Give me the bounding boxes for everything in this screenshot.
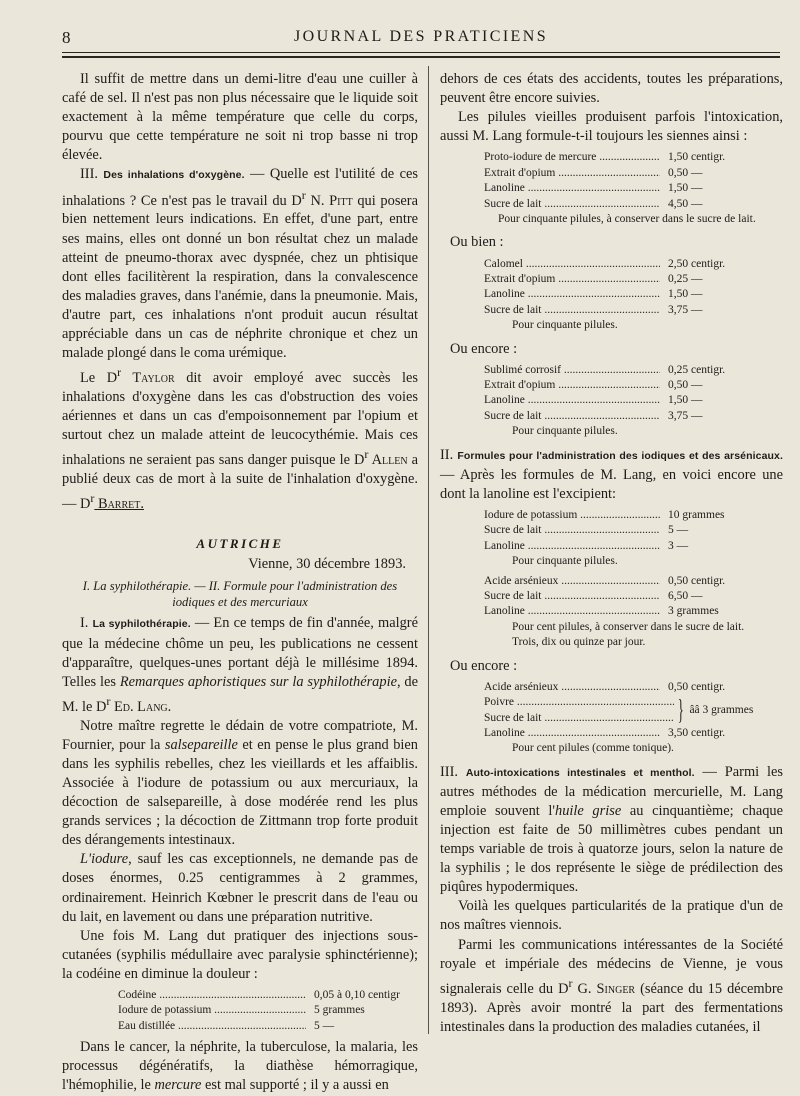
formula-row: Lanoline ..... 3 — — [484, 539, 783, 554]
formula-note: Trois, dix ou quinze par jour. — [512, 636, 646, 649]
dateline: Vienne, 30 décembre 1893. — [248, 556, 406, 573]
subheading-auto-intoxications: Auto-intoxications intestinales et menthol. — [465, 766, 695, 779]
formula-row: Calomel ..... 2,50 centigr. — [484, 257, 783, 272]
paragraph-iodiques-arsenicaux: II. Formules pour l'administration des iodiques et des arsénicaux. — Après les formules de M. Lang, en voici encore une dont la lanoline est l'excipient: — [440, 446, 783, 502]
formula-note: Pour cinquante pilules. — [512, 319, 618, 332]
formula-arsenieux-poivre — [440, 680, 783, 757]
paragraph-intro: Il suffit de mettre dans un demi-litre d'eau une cuiller à café de sel. Il n'est pas non plus nécessaire que le liquide soit exactement à la même température que celle du corps, pourvu que cette température ne soit ni trop basse ni trop élevée. — [62, 71, 418, 164]
paragraph-cancer: Dans le cancer, la néphrite, la tuberculose, la malaria, les processus dégénératifs, la diathèse hémorragique, l'hémophilie, le mercure est mal supporté ; il y a aussi en — [62, 1039, 418, 1094]
formula-row: Sucre de lait ..... 6,50 — — [484, 589, 783, 604]
formula-row: Proto-iodure de mercure ..... 1,50 centigr. — [484, 150, 783, 165]
paragraph-iodure: L'iodure, sauf les cas exceptionnels, ne demande pas de doses énormes, 0.25 centigrammes à 2 grammes, ordinairement. Heinrich Kœbner le prescrit dans de l'eau ou du lait, en lavement ou dans une préparation nutritive. — [62, 851, 418, 925]
formula-row: Sucre de lait ..... 5 — — [484, 523, 783, 538]
ou-encore: Ou encore : — [450, 657, 518, 674]
formula-row: Sublimé corrosif ..... 0,25 centigr. — [484, 363, 783, 378]
section-summary: I. La syphilothérapie. — II. Formule pour l'administration des iodiques et des mercuriaux — [82, 579, 398, 610]
paragraph-continuation: dehors de ces états des accidents, toutes les préparations, peuvent être encore suivies. — [440, 71, 783, 107]
section-country: AUTRICHE — [196, 536, 284, 552]
paragraph-taylor: Le $D^r$ Taylor dit avoir employé avec succès les inhalations d'oxygène dans les cas d'obstruction des voies aériennes et dans un cas d'empoisonnement par l'opium et surtout chez un malade atteint de leucocythémie. Mais ces inhalations ne seraient pas sans danger puisque le $D^r$ Allen a publié deux cas de mort à la suite de l'inhalation d'oxygène. — $D^r$ Barret. — [62, 365, 418, 513]
column-divider — [428, 66, 429, 1034]
formula-row: Iodure de potassium ..... 10 grammes — [484, 508, 783, 523]
paragraph-societe: Parmi les communications intéressantes de la Société royale et impériale des médecins de Vienne, je vous signalerais celle du $D^r$ G. Singer (séance du 15 décembre 1893). Après avoir montré la part des fermentations intestinales dans la production des maladies cutanées, il — [440, 936, 784, 1035]
formula-row: Codéine ..... 0,05 à 0,10 centigr — [118, 988, 418, 1003]
formula-row: Acide arsénieux ..... 0,50 centigr. — [484, 680, 783, 695]
formula-brace-qty: ââ 3 grammes — [689, 703, 754, 716]
journal-title: JOURNAL DES PRATICIENS — [293, 28, 548, 45]
ou-bien: Ou bien : — [450, 234, 504, 251]
formula-row: Lanoline ..... 1,50 — — [484, 393, 783, 408]
paragraph-voila: Voilà les quelques particularités de la pratique d'un de nos maîtres viennois. — [440, 898, 783, 934]
formula-note: Pour cinquante pilules. — [512, 425, 618, 438]
formula-brace-group — [484, 695, 783, 726]
subheading-inhalations: Des inhalations d'oxygène. — [103, 169, 245, 182]
formula-row: Eau distillée ..... 5 — — [118, 1019, 418, 1034]
header-rule-thick — [62, 56, 780, 58]
formula-row: Sucre de lait ..... — [484, 711, 674, 726]
right-column — [440, 70, 783, 1037]
paragraph-syphilotherapie: I. La syphilothérapie. — En ce temps de fin d'année, malgré que la médecine chôme un peu, les publications ne cessent d'apparaître, quelques-unes portant déjà le millésime 1894. Telles les Remarques aphoristiques sur la syphilothérapie, de M. le $D^r$ Ed. Lang. — [62, 615, 419, 715]
formula-note: Pour cent pilules, à conserver dans le sucre de lait. — [512, 620, 745, 633]
formula-sublime — [440, 363, 783, 440]
formula-row: Sucre de lait ..... 4,50 — — [484, 197, 783, 212]
curly-brace-icon: } — [677, 694, 684, 726]
formula-row: Poivre ..... — [484, 695, 674, 710]
subheading-iodiques: Formules pour l'administration des iodiques et des arsénicaux. — [457, 449, 783, 462]
paragraph-injections: Une fois M. Lang dut pratiquer des injections sous-cutanées (syphilis médullaire avec paralysie sphinctérienne); la codéine en diminue la douleur : — [62, 927, 418, 982]
formula-row: Extrait d'opium ..... 0,25 — — [484, 272, 783, 287]
paragraph-salsepareille: Notre maître regrette le dédain de votre compatriote, M. Fournier, pour la salsepareille et en pense le plus grand bien dans les syphilis rebelles, chez les vieillards et les affaiblis. Associée à l'iodure de potassium ou aux mercuriaux, la décoction de salsepareille, à dose modérée rend les plus grands services ; la décoction de Zittmann trop forte produit des dérangements intestinaux. — [62, 717, 418, 849]
formula-proto-iodure — [440, 150, 783, 227]
formula-acide-arsenieux — [440, 574, 783, 651]
formula-row: Extrait d'opium ..... 0,50 — — [484, 166, 783, 181]
formula-note: Pour cinquante pilules. — [512, 555, 618, 568]
paragraph-pilules: Les pilules vieilles produisent parfois l'intoxication, aussi M. Lang formule-t-il toujours les siennes ainsi : — [440, 109, 783, 145]
formula-row: Iodure de potassium ..... 5 grammes — [118, 1003, 418, 1018]
page-number: 8 — [62, 28, 71, 47]
left-column — [62, 70, 418, 1096]
formula-codeine — [62, 988, 418, 1034]
formula-note: Pour cinquante pilules, à conserver dans le sucre de lait. — [498, 213, 756, 225]
formula-row: Lanoline ..... 1,50 — — [484, 287, 783, 302]
header-rule-thin — [62, 52, 780, 53]
formula-note: Pour cent pilules (comme tonique). — [512, 742, 674, 755]
formula-row: Lanoline ..... 1,50 — — [484, 181, 783, 196]
ou-encore: Ou encore : — [450, 340, 518, 357]
paragraph-inhalations: III. Des inhalations d'oxygène. — Quelle est l'utilité de ces inhalations ? Ce n'est pas le travail du $D^r$ N. Pitt qui posera bien nettement leurs indications. En effet, d'une part, entre ses mains, elles ont donné un bon résultat chez un malade atteint de pneumo-thorax avec dyspnée, chez un phtisique dont elles facilitèrent la respiration, dans la convalescence des maladies graves, dans l'anémie, dans la pneumonie. Mais, d'autre part, ces inhalations n'ont produit aucun résultat appréciable dans un cas de néphrite chronique et chez un malade plongé dans le coma urémique. — [62, 166, 418, 362]
formula-row: Lanoline ..... 3 grammes — [484, 604, 783, 619]
formula-row: Sucre de lait ..... 3,75 — — [484, 409, 783, 424]
formula-row: Acide arsénieux ..... 0,50 centigr. — [484, 574, 783, 589]
formula-row: Sucre de lait ..... 3,75 — — [484, 303, 783, 318]
formula-row: Extrait d'opium ..... 0,50 — — [484, 378, 783, 393]
formula-calomel — [440, 257, 783, 334]
subheading-syphilotherapie: La syphilothérapie. — [92, 618, 191, 631]
formula-iodure-potassium — [440, 508, 783, 570]
paragraph-auto-intoxications: III. Auto-intoxications intestinales et menthol. — Parmi les autres méthodes de la médication mercurielle, M. Lang emploie souvent l'huile grise au cinquantième; chaque injection est faite de 50 millimètres cubes pendant un temps variable de trois à quatorze jours, selon la nature de la syphilis ; le dos représente le siège de prédilection des piqûres hypodermiques. — [440, 763, 783, 896]
formula-row: Lanoline ..... 3,50 centigr. — [484, 726, 783, 741]
running-header — [62, 26, 780, 52]
